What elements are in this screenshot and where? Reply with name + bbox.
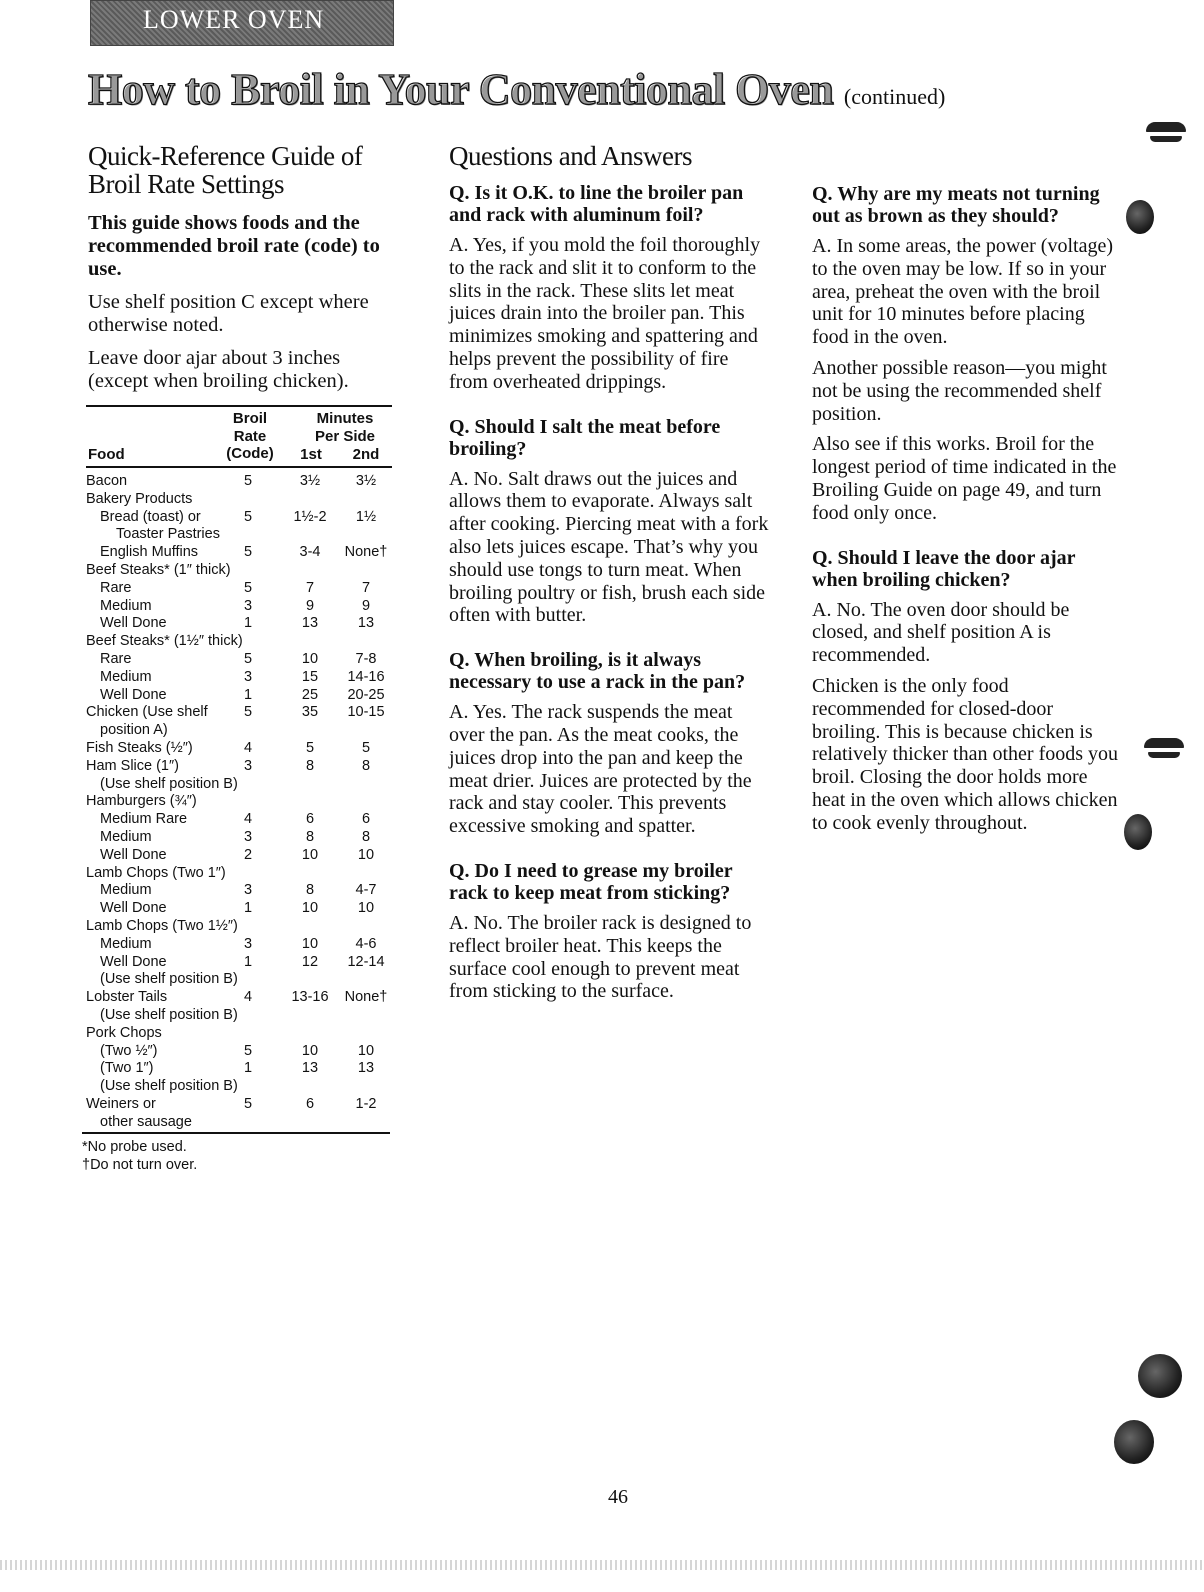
broil-code-cell: 2 [243,846,253,863]
food-cell: Beef Steaks* (1½″ thick) [86,633,243,650]
broil-code-cell: 4 [243,811,253,828]
minutes-second-side-cell: 7-8 [355,651,377,667]
broil-code-cell: 5 [243,544,253,561]
food-cell: Bakery Products [86,490,193,507]
binder-hole-mark [1126,200,1154,234]
answer: A. No. The broiler rack is designed to reflect broiler heat. This keeps the surface cool enough to prevent meat from sticking to the surface. [449,911,752,1003]
footnote-do-not-turn: †Do not turn over. [82,1157,198,1173]
question: Q. Is it O.K. to line the broiler pan and rack with aluminum foil? [449,182,744,226]
minutes-first-side-cell: 6 [305,811,315,828]
minutes-second-side-cell: 20-25 [347,686,385,703]
broil-code-cell: 5 [243,579,253,596]
answer: A. Yes. The rack suspends the meat over the pan. As the meat cooks, the juices drop into the pan and keep the meat drier. Juices are protected by the rack and stay cooler. This prevents excessive smoking and spatter. [449,701,752,838]
binder-hole-mark [1114,1420,1154,1464]
food-cell: (Two 1″) [100,1060,154,1077]
qa-item [449,416,769,628]
food-cell: Medium [100,935,152,952]
minutes-second-side-cell: 1½ [355,508,377,525]
page-number: 46 [608,1486,628,1508]
broil-code-cell: 4 [243,740,253,756]
footnote-no-probe: *No probe used. [82,1139,187,1155]
food-cell: Rare [100,651,132,667]
food-cell: Ham Slice (1″) [86,757,179,774]
minutes-second-side-cell: 13 [357,1060,375,1077]
qa-item [449,860,769,1003]
margin-tab-mark-top [1146,122,1186,144]
food-cell: Well Done [100,953,167,970]
food-cell: Well Done [100,846,167,863]
minutes-second-side-cell: None† [344,544,388,561]
minutes-first-side-cell: 10 [301,900,319,917]
qa-column-middle [449,142,769,1015]
broil-code-cell: 3 [243,935,253,952]
minutes-second-side-cell: None† [344,989,388,1006]
minutes-first-side-cell: 12 [301,953,319,970]
scan-edge-strip [0,1560,1204,1570]
food-cell: (Two ½″) [100,1042,158,1059]
qa-heading: Questions and Answers [449,141,692,171]
broil-code-cell: 5 [243,651,253,667]
answer-paragraph: Chicken is the only food recommended for closed-door broiling. This is because chicken is relatively thicker than other foods you broil. Closing the door holds more heat in the oven which allows chicken to cook evenly throughout. [812,674,1119,834]
minutes-second-side-cell: 5 [361,740,371,756]
question: Q. Should I salt the meat before broiling? [449,415,721,460]
broil-code-cell: 3 [243,668,253,685]
broil-code-cell: 3 [243,829,253,845]
col-header-rate-1: Broil [232,410,268,427]
food-cell: Bacon [86,473,128,489]
minutes-second-side-cell: 14-16 [347,668,385,685]
food-cell: Well Done [100,686,167,703]
minutes-first-side-cell: 10 [301,935,319,952]
food-cell: Fish Steaks (½″) [86,740,193,756]
table-top-rule [86,405,392,407]
broil-code-cell: 3 [243,882,253,899]
answer: A. Yes, if you mold the foil thoroughly to the rack and slit it to conform to the slits in the rack. These slits let meat juices drain into the broiler pan. This minimizes smoking and spattering and helps prevent the possibility of fire from overheated drippings. [449,234,761,393]
table-footnotes [82,1138,197,1174]
guide-heading [88,142,398,198]
minutes-second-side-cell: 7 [361,579,371,596]
guide-intro-bold: This guide shows foods and the recommended broil rate (code) to use. [88,212,380,280]
minutes-second-side-cell: 4-6 [355,935,377,952]
minutes-first-side-cell: 35 [301,704,319,721]
minutes-first-side-cell: 25 [301,686,319,703]
section-tab-label: LOWER OVEN [143,5,325,34]
table-row [0,1024,1204,1042]
food-cell: Medium [100,829,152,845]
minutes-first-side-cell: 10 [301,846,319,863]
food-cell: Medium [100,882,152,899]
table-row [0,1077,1204,1095]
minutes-first-side-cell: 9 [305,597,315,614]
minutes-first-side-cell: 1½-2 [293,508,327,525]
food-cell: position A) [100,722,168,739]
table-row [0,1113,1204,1131]
minutes-first-side-cell: 6 [305,1096,315,1112]
answer: A. No. The oven door should be closed, and shelf position A is recommended. [812,598,1070,667]
col-header-rate-2: Rate [233,427,267,445]
minutes-first-side-cell: 10 [301,1042,319,1059]
page-title-main: How to Broil in Your Conventional Oven [88,65,834,114]
minutes-first-side-cell: 13-16 [291,989,329,1006]
guide-intro-door: Leave door ajar about 3 inches (except when broiling chicken). [88,347,349,392]
food-cell: (Use shelf position B) [100,1078,238,1095]
broil-guide-intro [88,142,398,393]
minutes-first-side-cell: 10 [301,651,319,667]
answer-paragraph: Another possible reason—you might not be using the recommended shelf position. [812,356,1107,425]
answer-paragraph: Also see if this works. Broil for the longest period of time indicated in the Broiling Guide on page 49, and turn food only once. [812,433,1117,524]
minutes-second-side-cell: 8 [361,829,371,845]
question: Q. Should I leave the door ajar when broiling chicken? [812,546,1076,591]
food-cell: Well Done [100,615,167,632]
food-cell: Beef Steaks* (1″ thick) [86,562,231,578]
minutes-first-side-cell: 5 [305,740,315,756]
guide-intro-shelf: Use shelf position C except where otherwise noted. [88,291,369,336]
col-header-food: Food [88,446,125,463]
broil-code-cell: 3 [243,597,253,614]
minutes-first-side-cell: 8 [305,829,315,845]
food-cell: Weiners or [86,1096,156,1112]
qa-item [449,182,769,394]
minutes-second-side-cell: 10 [357,1042,375,1059]
guide-heading-line1: Quick-Reference Guide of [88,141,363,171]
food-cell: (Use shelf position B) [100,1007,238,1023]
food-cell: Medium [100,668,152,685]
minutes-second-side-cell: 1-2 [355,1096,377,1112]
minutes-second-side-cell: 10 [357,846,375,863]
broil-code-cell: 5 [243,1096,253,1112]
minutes-second-side-cell: 9 [361,597,371,614]
col-header-rate [222,410,278,463]
section-tab [90,0,394,46]
minutes-second-side-cell: 13 [357,615,375,632]
col-header-minutes-1: Minutes [316,410,374,427]
qa-item [812,547,1124,835]
minutes-first-side-cell: 13 [301,615,319,632]
food-cell: Medium Rare [100,811,188,828]
food-cell: Chicken (Use shelf [86,704,208,721]
food-cell: Lobster Tails [86,989,168,1006]
food-cell: English Muffins [100,544,199,561]
food-cell: Rare [100,579,132,596]
minutes-first-side-cell: 7 [305,579,315,596]
food-cell: Hamburgers (¾″) [86,793,197,810]
minutes-first-side-cell: 3½ [299,473,321,489]
answer: A. No. Salt draws out the juices and allows them to evaporate. Always salt after cooking. Piercing meat with a fork also lets juices escape. That’s why you should use tongs to turn meat. When broiling poultry or fish, brush each side often with butter. [449,467,769,627]
food-cell: Medium [100,597,152,614]
minutes-first-side-cell: 8 [305,757,315,774]
col-header-minutes-2: Per Side [314,427,376,445]
broil-code-cell: 5 [243,473,253,489]
minutes-second-side-cell: 12-14 [347,953,385,970]
food-cell: Pork Chops [86,1024,162,1041]
food-cell: Bread (toast) or [100,508,201,525]
col-header-minutes [300,410,390,445]
broil-code-cell: 4 [243,989,253,1006]
broil-code-cell: 5 [243,704,253,721]
minutes-second-side-cell: 3½ [355,473,377,489]
qa-item [812,183,1124,525]
minutes-first-side-cell: 3-4 [299,544,321,561]
table-header-rule [86,466,392,468]
minutes-first-side-cell: 8 [305,882,315,899]
food-cell: (Use shelf position B) [100,971,238,988]
broil-code-cell: 1 [243,953,253,970]
guide-heading-line2: Broil Rate Settings [88,169,284,199]
qa-item [449,649,769,838]
page-title [88,64,945,115]
answer: A. In some areas, the power (voltage) to the oven may be low. If so in your area, preheat the oven with the broil unit for 10 minutes before placing food in the oven. [812,235,1113,349]
food-cell: (Use shelf position B) [100,775,238,792]
broil-code-cell: 1 [243,615,253,632]
table-row [0,1095,1204,1113]
minutes-first-side-cell: 13 [301,1060,319,1077]
broil-code-cell: 1 [243,686,253,703]
question: Q. When broiling, is it always necessary to use a rack in the pan? [449,649,746,694]
binder-hole-mark [1138,1354,1182,1398]
broil-code-cell: 5 [243,1042,253,1059]
food-cell: other sausage [100,1113,192,1130]
minutes-second-side-cell: 8 [361,757,371,774]
minutes-second-side-cell: 4-7 [355,882,377,899]
broil-code-cell: 3 [243,757,253,774]
page-title-suffix: (continued) [843,84,946,109]
minutes-second-side-cell: 6 [361,811,371,828]
qa-column-right [812,183,1124,847]
broil-code-cell: 1 [243,900,253,917]
margin-tab-mark-middle [1144,738,1184,760]
food-cell: Toaster Pastries [116,526,220,543]
col-header-rate-3: (Code) [226,445,274,462]
food-cell: Well Done [100,900,167,917]
table-row [0,1042,1204,1060]
food-cell: Lamb Chops (Two 1½″) [86,918,238,934]
table-bottom-rule [82,1132,390,1134]
col-header-1st: 1st [300,446,322,463]
minutes-first-side-cell: 15 [301,668,319,685]
question: Q. Do I need to grease my broiler rack to keep meat from sticking? [449,859,733,904]
broil-code-cell: 1 [243,1060,253,1077]
col-header-2nd: 2nd [352,446,380,463]
food-cell: Lamb Chops (Two 1″) [86,864,226,881]
minutes-second-side-cell: 10-15 [347,704,385,721]
table-row [0,1059,1204,1077]
broil-code-cell: 5 [243,508,253,525]
question: Q. Why are my meats not turning out as brown as they should? [812,183,1100,227]
binder-hole-mark [1124,814,1152,850]
minutes-second-side-cell: 10 [357,900,375,917]
